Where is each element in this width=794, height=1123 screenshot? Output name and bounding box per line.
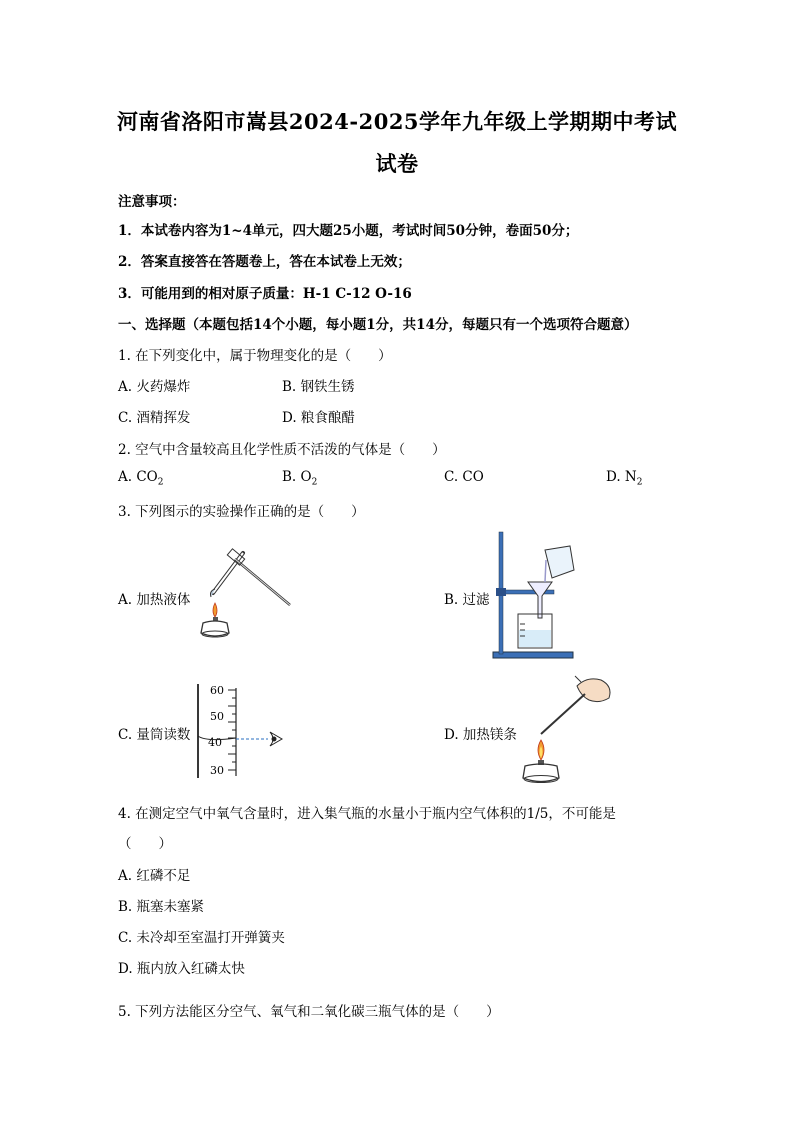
q1-option-d: D. 粮食酿醋 — [282, 410, 355, 426]
q1-option-a: A. 火药爆炸 — [118, 379, 191, 395]
heating-magnesium-illustration — [515, 672, 615, 787]
question-4-stem: 4. 在测定空气中氧气含量时，进入集气瓶的水量小于瓶内空气体积的1/5，不可能是 — [118, 806, 616, 822]
q3-option-c: C. 量筒读数 — [118, 727, 191, 743]
question-4-stem-cont: （ ） — [118, 836, 172, 852]
q4-option-b: B. 瓶塞未塞紧 — [118, 899, 205, 915]
question-1-stem: 1. 在下列变化中，属于物理变化的是（ ） — [118, 348, 392, 364]
cylinder-tick-30: 30 — [210, 764, 224, 777]
q1-option-b: B. 钢铁生锈 — [282, 379, 355, 395]
q3-option-d: D. 加热镁条 — [444, 727, 517, 743]
question-2-stem: 2. 空气中含量较高且化学性质不活泼的气体是（ ） — [118, 442, 446, 458]
heating-liquid-illustration — [195, 545, 300, 640]
q4-option-c: C. 未冷却至室温打开弹簧夹 — [118, 930, 285, 946]
filtration-illustration — [490, 530, 575, 660]
q4-option-d: D. 瓶内放入红磷太快 — [118, 961, 245, 977]
q2-option-b: B. $O_2$ — [282, 469, 318, 488]
q2-option-d: D. $N_2$ — [606, 469, 643, 488]
section-heading: 一、选择题（本题包括14个小题，每小题1分，共14分，每题只有一个选项符合题意） — [118, 317, 638, 333]
cylinder-tick-40: 40 — [208, 736, 222, 749]
q4-option-a: A. 红磷不足 — [118, 868, 191, 884]
cylinder-reading-illustration — [192, 682, 292, 782]
page-title-cont: 试卷 — [375, 151, 419, 176]
notes-heading: 注意事项： — [118, 194, 186, 210]
cylinder-tick-50: 50 — [210, 710, 224, 723]
q2-option-c: C. CO — [444, 469, 484, 485]
question-5-stem: 5. 下列方法能区分空气、氧气和二氧化碳三瓶气体的是（ ） — [118, 1004, 500, 1020]
page-title: 河南省洛阳市嵩县2024-2025学年九年级上学期期中考试 — [116, 109, 678, 134]
q2-option-a: A. $CO_2$ — [118, 469, 164, 488]
q3-option-b: B. 过滤 — [444, 592, 490, 608]
note-item-1: 1．本试卷内容为1~4单元，四大题25小题，考试时间50分钟，卷面50分； — [118, 223, 579, 239]
cylinder-tick-60: 60 — [210, 684, 224, 697]
note-item-2: 2．答案直接答在答题卷上，答在本试卷上无效； — [118, 254, 411, 270]
question-3-stem: 3. 下列图示的实验操作正确的是（ ） — [118, 504, 365, 520]
note-item-3: 3．可能用到的相对原子质量：H-1 C-12 O-16 — [118, 286, 412, 302]
q3-option-a: A. 加热液体 — [118, 592, 191, 608]
q1-option-c: C. 酒精挥发 — [118, 410, 191, 426]
